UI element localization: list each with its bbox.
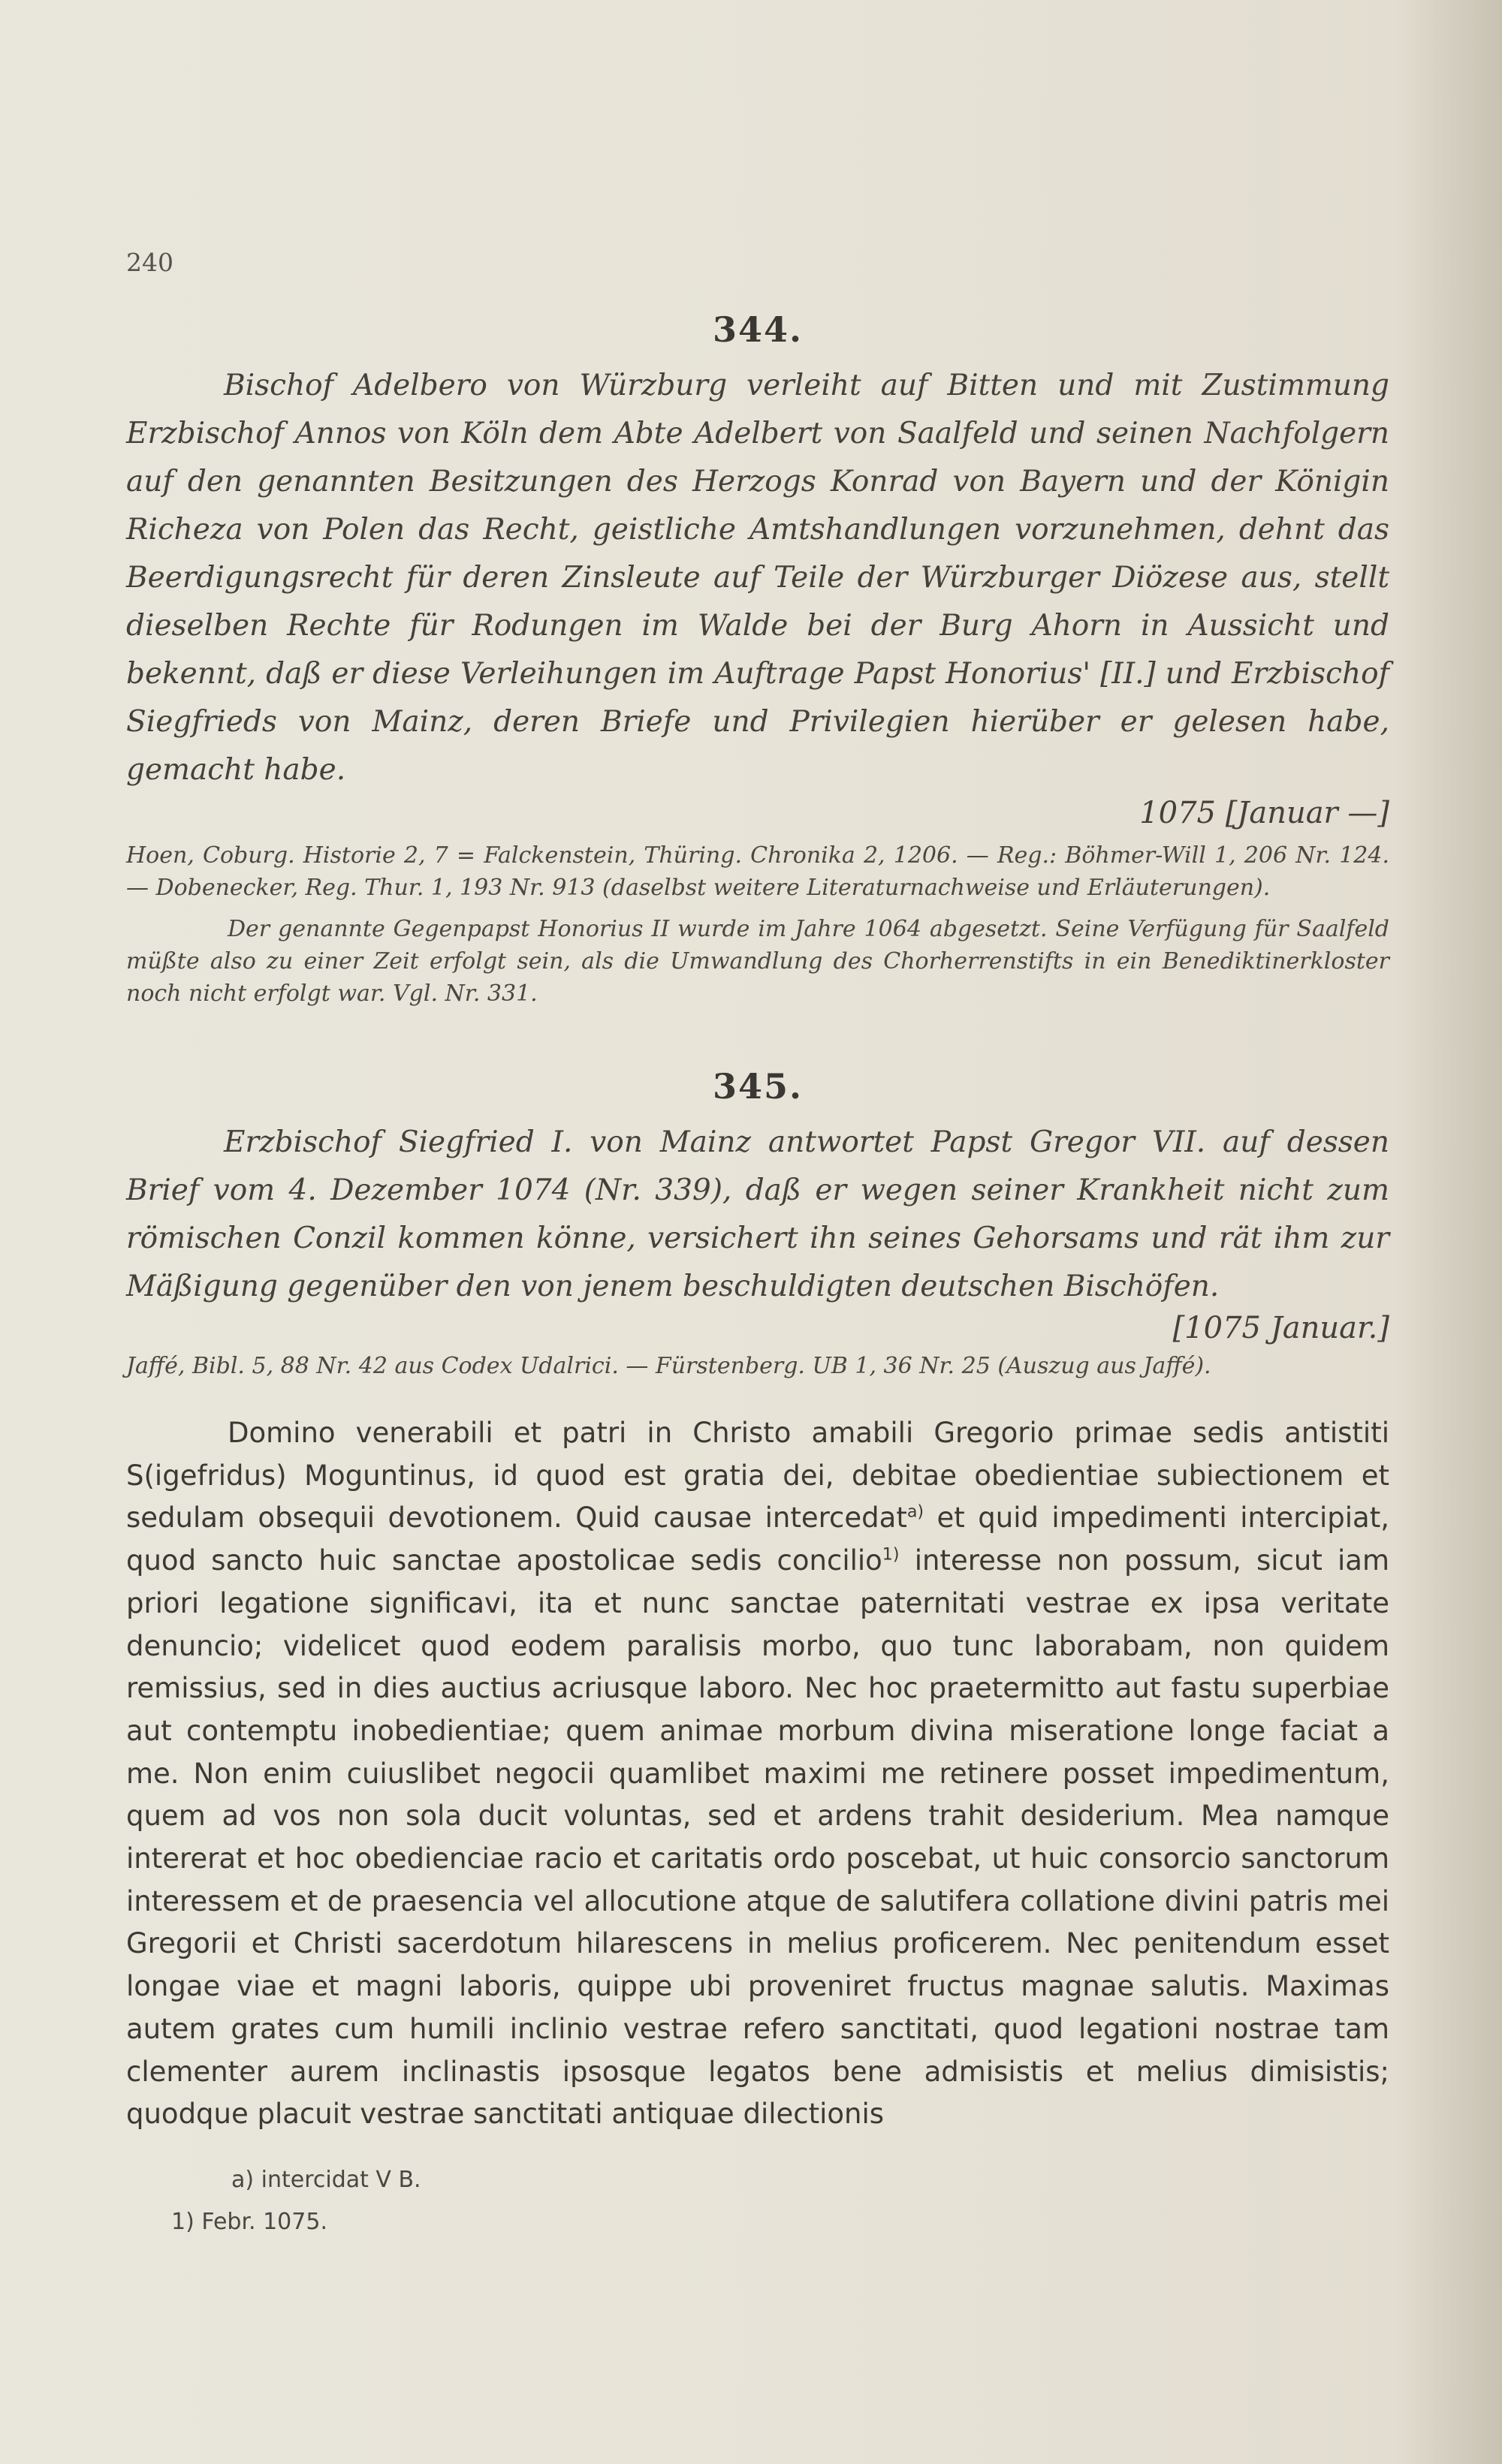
footnote-mark: 1) xyxy=(882,1544,900,1565)
document-date: 1075 [Januar —] xyxy=(1139,796,1389,830)
document-references: Jaffé, Bibl. 5, 88 Nr. 42 aus Codex Udalrici. — Fürstenberg. UB 1, 36 Nr. 25 (Auszug aus Jaffé). xyxy=(126,1353,1211,1379)
variant-mark: a) xyxy=(906,1502,924,1523)
document-number: 345. xyxy=(712,1066,804,1107)
footnote: 1) Febr. 1075. xyxy=(171,2209,327,2235)
letter-text xyxy=(126,1412,1389,2136)
document-345 xyxy=(126,1066,1389,2136)
document-number: 344. xyxy=(712,309,804,350)
letter-text-part: Domino venerabili et patri in Christo amabili Gregorio primae sedis antistiti S(igefridus) Moguntinus, id quod est gratia dei, debitae obedientiae subiectionem et sedulam obsequii devotionem. Quid causae intercedat xyxy=(126,1417,1389,1535)
letter-text-part: et quid impedimenti intercipiat, quod sancto huic sanctae apostolicae sedis concilio xyxy=(126,1502,1389,1577)
document-date: [1075 Januar.] xyxy=(1172,1311,1389,1345)
document-344 xyxy=(126,309,1389,1010)
variant-footnote: a) intercidat V B. xyxy=(231,2167,421,2193)
document-summary: Bischof Adelbero von Würzburg verleiht auf Bitten und mit Zustimmung Erzbischof Annos von Köln dem Abte Adelbert von Saalfeld und seinen Nachfolgern auf den genannten Besitzungen des Herzogs Konrad von Bayern und der Königin Richeza von Polen das Recht, geistliche Amtshandlungen vorzunehmen, dehnt das Beerdigungsrecht für deren Zinsleute auf Teile der Würzburger Diözese aus, stellt dieselben Rechte für Rodungen im Walde bei der Burg Ahorn in Aussicht und bekennt, daß er diese Verleihungen im Auftrage Papst Honorius' [II.] und Erzbischof Siegfrieds von Mainz, deren Briefe und Privilegien hierüber er gelesen habe, gemacht habe. xyxy=(126,369,1389,787)
document-note: Der genannte Gegenpapst Honorius II wurde im Jahre 1064 abgesetzt. Seine Verfügung für Saalfeld müßte also zu einer Zeit erfolgt sein, als die Umwandlung des Chorherrenstifts in ein Benediktinerkloster noch nicht erfolgt war. Vgl. Nr. 331. xyxy=(126,916,1389,1007)
page-number: 240 xyxy=(126,248,173,277)
document-summary: Erzbischof Siegfried I. von Mainz antwortet Papst Gregor VII. auf dessen Brief vom 4. Dezember 1074 (Nr. 339), daß er wegen seiner Krankheit nicht zum römischen Conzil kommen könne, versichert ihn seines Gehorsams und rät ihm zur Mäßigung gegenüber den von jenem beschuldigten deutschen Bischöfen. xyxy=(126,1125,1389,1303)
document-references: Hoen, Coburg. Historie 2, 7 = Falckenstein, Thüring. Chronika 2, 1206. — Reg.: Böhmer-Will 1, 206 Nr. 124. — Dobenecker, Reg. Thur. 1, 193 Nr. 913 (daselbst weitere Literaturnachweise und Erläuterungen). xyxy=(126,842,1389,901)
letter-text-part: interesse non possum, sicut iam priori legatione significavi, ita et nunc sanctae paternitati vestrae ex ipsa veritate denuncio; videlicet quod eodem paralisis morbo, quo tunc laborabam, non quidem remissius, sed in dies auctius acriusque laboro. Nec hoc praetermitto aut fastu superbiae aut contemptu inobedientiae; quem animae morbum divina miseratione longe faciat a me. Non enim cuiuslibet negocii quamlibet maximi me retinere posset impedimentum, quem ad vos non sola ducit voluntas, sed et ardens trahit desiderium. Mea namque intererat et hoc obedienciae racio et caritatis ordo poscebat, ut huic consorcio sanctorum interessem et de praesencia vel allocutione atque de salutifera collatione divini patris mei Gregorii et Christi sacerdotum hilarescens in melius proficerem. Nec penitendum esset longae viae et magni laboris, quippe ubi proveniret fructus magnae salutis. Maximas autem grates cum humili inclinio vestrae refero sanctitati, quod legationi nostrae tam clementer aurem inclinastis ipsosque legatos bene admisistis et melius dimisistis; quodque placuit vestrae sanctitati antiquae dilectionis xyxy=(126,1544,1389,2131)
